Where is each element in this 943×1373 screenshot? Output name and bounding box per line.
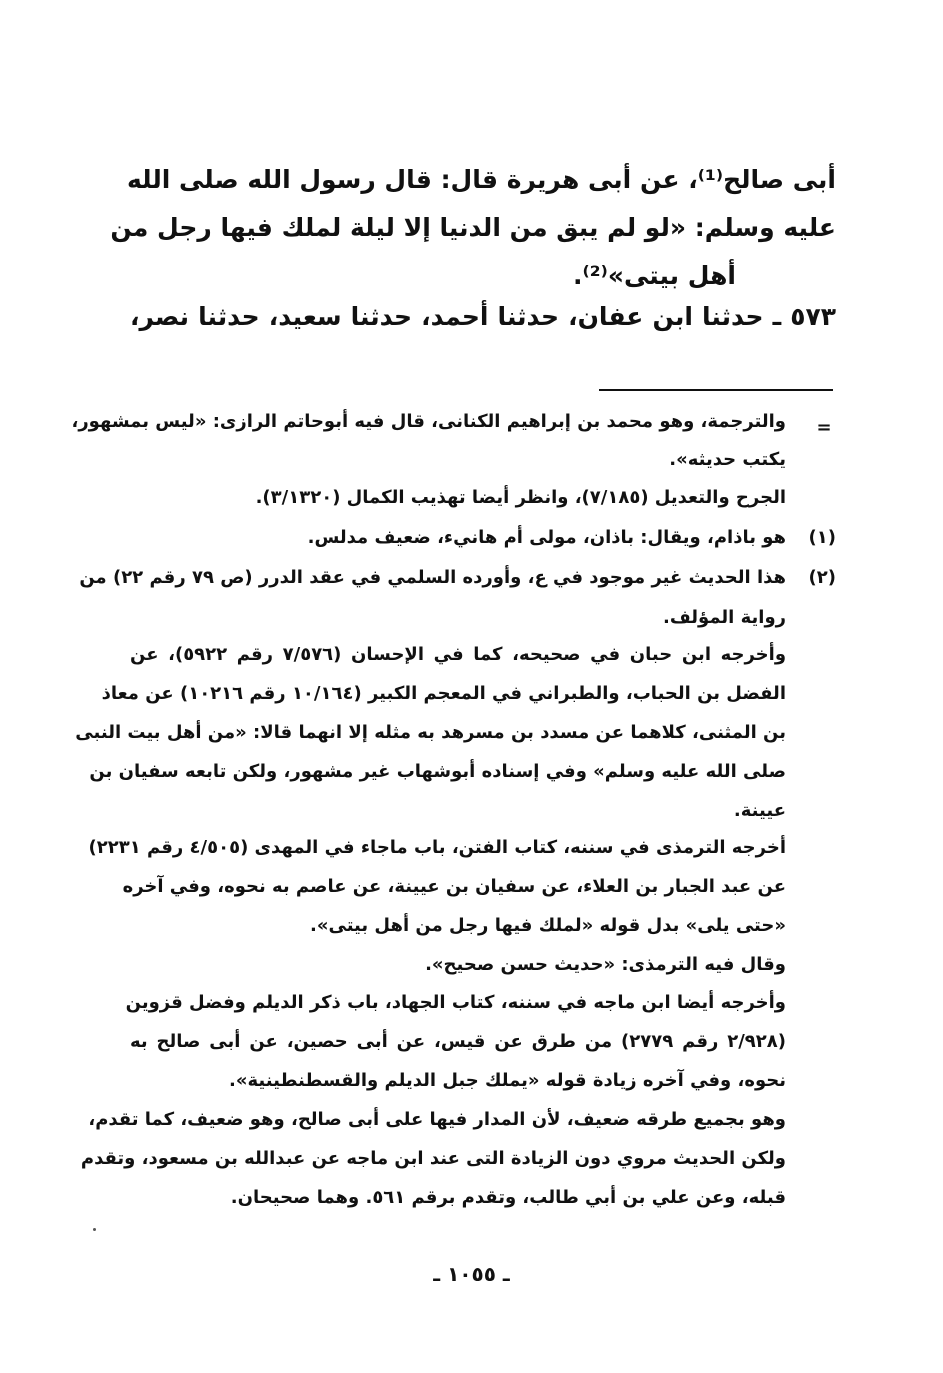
footnote-continuation-line-3: الجرح والتعديل (٧/١٨٥)، وانظر أيضا تهذيب الكمال (٣/١٣٢٠). xyxy=(255,487,786,508)
footnote-1-marker: (١) xyxy=(808,527,836,548)
footnote-2-line-13: (٢/٩٢٨ رقم ٢٧٧٩) من طرق عن قيس، عن أبى حصين، عن أبى صالح به xyxy=(130,1031,786,1052)
footnote-2-line-12: وأخرجه أيضا ابن ماجه في سننه، كتاب الجهاد، باب ذكر الديلم وفضل قزوين xyxy=(125,992,786,1013)
main-text-line-2: عليه وسلم: «لو لم يبق من الدنيا إلا ليلة لملك فيها رجل من xyxy=(110,213,836,242)
footnote-2-line-1: هذا الحديث غير موجود في ع، وأورده السلمي في عقد الدرر (ص ٧٩ رقم ٢٢) من xyxy=(79,567,786,588)
footnote-2-line-6: صلى الله عليه وسلم» وفي إسناده أبوشهاب غير مشهور، ولكن تابعه سفيان بن xyxy=(89,761,786,782)
footnote-2-line-15: وهو بجميع طرقه ضعيف، لأن المدار فيها على أبى صالح، وهو ضعيف، كما تقدم، xyxy=(88,1109,786,1130)
scan-speck xyxy=(93,1228,96,1231)
footnote-2-line-14: نحوه، وفي آخره زيادة قوله «يملك جبل الديلم والقسطنطينية». xyxy=(229,1070,786,1091)
main-text-line-1: أبى صالح⁽¹⁾، عن أبى هريرة قال: قال رسول الله صلى الله xyxy=(126,165,836,194)
footnote-2-line-4: الفضل بن الحباب، والطبراني في المعجم الكبير (١٠/١٦٤ رقم ١٠٢١٦) عن معاذ xyxy=(101,683,786,704)
footnote-2-line-17: قبله، وعن علي بن أبي طالب، وتقدم برقم ٥٦١. وهما صحيحان. xyxy=(230,1187,786,1208)
main-text-line-3: أهل بيتى»⁽²⁾. xyxy=(572,261,736,290)
footnote-2-line-7: عيينة. xyxy=(733,800,786,821)
footnote-continuation-line-2: يكتب حديثه». xyxy=(669,449,786,470)
continuation-marker: = xyxy=(816,417,832,438)
hadith-573-line: ٥٧٣ ـ حدثنا ابن عفان، حدثنا أحمد، حدثنا سعيد، حدثنا نصر، xyxy=(130,302,836,331)
footnote-2-line-11: وقال فيه الترمذى: «حديث حسن صحيح». xyxy=(425,954,786,975)
footnote-2-line-3: وأخرجه ابن حبان في صحيحه، كما في الإحسان (٧/٥٧٦ رقم ٥٩٢٢)، عن xyxy=(130,644,787,665)
footnote-2-line-16: ولكن الحديث مروي دون الزيادة التى عند ابن ماجه عن عبدالله بن مسعود، وتقدم xyxy=(80,1148,786,1169)
footnote-2-line-9: عن عبد الجبار بن العلاء، عن سفيان بن عيينة، عن عاصم به نحوه، وفي آخره xyxy=(122,876,786,897)
footnote-separator xyxy=(599,389,833,391)
footnote-2-line-5: بن المثنى، كلاهما عن مسدد بن مسرهد به مثله إلا انهما قالا: «من أهل بيت النبى xyxy=(75,722,786,743)
footnote-2-marker: (٢) xyxy=(808,567,836,588)
footnote-2-line-2: رواية المؤلف. xyxy=(663,607,786,628)
footnote-2-line-10: «حتى يلى» بدل قوله «لملك فيها رجل من أهل بيتى». xyxy=(310,915,786,936)
page-number: ـ ١٠٥٥ ـ xyxy=(433,1262,510,1286)
footnote-2-line-8: أخرجه الترمذى في سننه، كتاب الفتن، باب ماجاء في المهدى (٤/٥٠٥ رقم ٢٢٣١) xyxy=(88,837,786,858)
footnote-continuation-line-1: والترجمة، وهو محمد بن إبراهيم الكنانى، قال فيه أبوحاتم الرازى: «ليس بمشهور، xyxy=(71,411,786,432)
footnote-1-line-1: هو باذام، ويقال: باذان، مولى أم هانيء، ضعيف مدلس. xyxy=(307,527,786,548)
